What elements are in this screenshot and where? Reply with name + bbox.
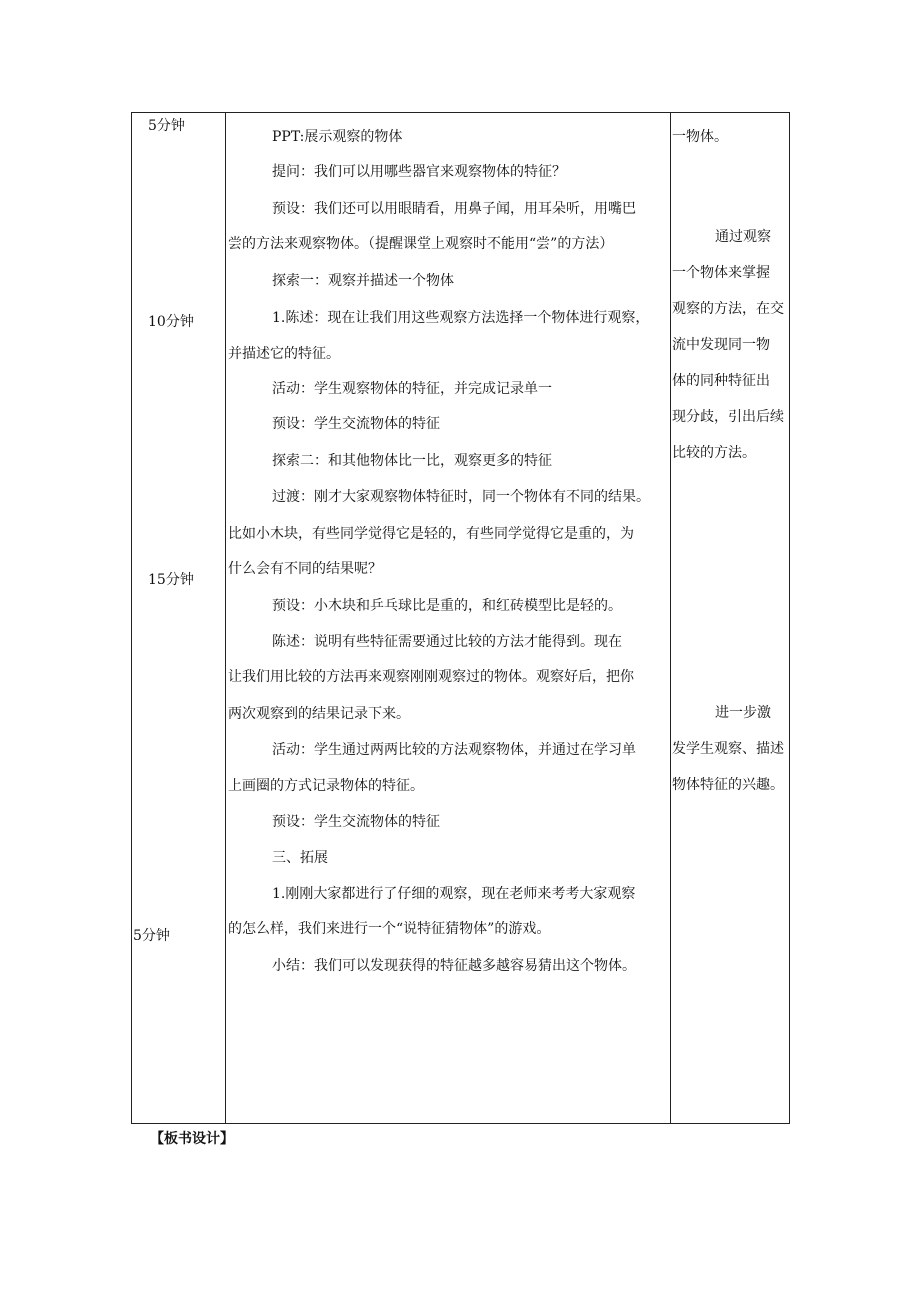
content-line: 预设：小木块和乒乓球比是重的，和红砖模型比是轻的。: [272, 598, 622, 614]
content-line: 两次观察到的结果记录下来。: [228, 706, 410, 722]
content-line: 上画圈的方式记录物体的特征。: [228, 778, 424, 794]
content-line: 探索二：和其他物体比一比，观察更多的特征: [272, 453, 552, 469]
intent-line: 观察的方法，在交: [672, 301, 784, 317]
content-line: 1.刚刚大家都进行了仔细的观察，现在老师来考考大家观察: [272, 886, 636, 902]
intent-line: 发学生观察、描述: [672, 741, 784, 757]
content-line: 比如小木块，有些同学觉得它是轻的，有些同学觉得它是重的，为: [228, 526, 634, 542]
content-line: 陈述：说明有些特征需要通过比较的方法才能得到。现在: [272, 634, 622, 650]
content-line: 探索一：观察并描述一个物体: [272, 273, 454, 289]
intent-line: 一物体。: [672, 129, 728, 145]
intent-line: 现分歧，引出后续: [672, 409, 784, 425]
content-line: 预设：学生交流物体的特征: [272, 814, 440, 830]
intent-line: 物体特征的兴趣。: [672, 777, 784, 793]
content-line: 什么会有不同的结果呢？: [228, 561, 382, 577]
content-line: 预设：我们还可以用眼睛看，用鼻子闻，用耳朵听，用嘴巴: [272, 201, 636, 217]
column-divider: [225, 113, 226, 1123]
intent-line: 体的同种特征出: [672, 373, 770, 389]
intent-line: 流中发现同一物: [672, 337, 770, 353]
content-line: 活动：学生观察物体的特征，并完成记录单一: [272, 381, 552, 397]
intent-line: 通过观察: [715, 229, 771, 245]
content-line: 让我们用比较的方法再来观察刚刚观察过的物体。观察好后，把你: [228, 669, 634, 685]
intent-line: 一个物体来掌握: [672, 265, 770, 281]
content-line: 提问：我们可以用哪些器官来观察物体的特征？: [272, 164, 566, 180]
time-label: 5分钟: [148, 118, 185, 134]
content-line: 尝的方法来观察物体。（提醒课堂上观察时不能用“尝”的方法）: [228, 236, 614, 252]
intent-line: 比较的方法。: [672, 445, 756, 461]
content-line: 活动：学生通过两两比较的方法观察物体，并通过在学习单: [272, 742, 636, 758]
content-line: PPT:展示观察的物体: [272, 129, 403, 145]
time-label: 5分钟: [133, 928, 170, 944]
content-line: 三、拓展: [272, 850, 328, 866]
board-design-heading: 【板书设计】: [150, 1131, 234, 1147]
content-line: 小结：我们可以发现获得的特征越多越容易猜出这个物体。: [272, 958, 636, 974]
content-line: 的怎么样，我们来进行一个“说特征猜物体”的游戏。: [228, 921, 551, 937]
content-line: 过渡：刚才大家观察物体特征时，同一个物体有不同的结果。: [272, 489, 650, 505]
content-line: 1.陈述：现在让我们用这些观察方法选择一个物体进行观察，: [272, 310, 650, 326]
content-line: 并描述它的特征。: [228, 346, 340, 362]
content-line: 预设：学生交流物体的特征: [272, 416, 440, 432]
intent-line: 进一步激: [715, 705, 771, 721]
time-label: 15分钟: [148, 572, 194, 588]
time-label: 10分钟: [148, 314, 194, 330]
column-divider: [670, 113, 671, 1123]
